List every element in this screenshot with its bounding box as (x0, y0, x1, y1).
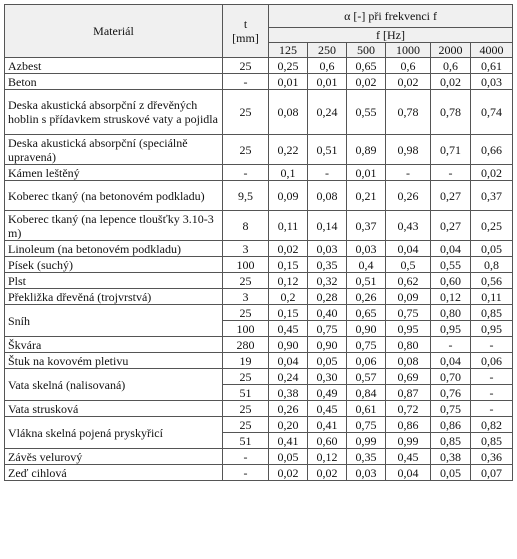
header-freq-unit: f [Hz] (269, 28, 513, 43)
alpha-cell: 0,76 (431, 385, 471, 401)
alpha-cell: 0,99 (386, 433, 431, 449)
table-row (5, 165, 513, 181)
alpha-cell: 0,75 (386, 305, 431, 321)
alpha-cell: 0,35 (308, 257, 347, 273)
alpha-cell: - (431, 165, 471, 181)
thickness-cell: 25 (223, 305, 269, 321)
alpha-cell: 0,6 (386, 58, 431, 74)
material-name: Vlákna skelná pojená pryskyřicí (5, 417, 223, 449)
alpha-cell: 0,05 (471, 241, 513, 257)
table-container (4, 4, 512, 481)
alpha-cell: 0,05 (431, 465, 471, 481)
alpha-cell: 0,40 (308, 305, 347, 321)
header-thickness-unit: [mm] (232, 31, 259, 45)
alpha-cell: 0,38 (269, 385, 308, 401)
alpha-cell: 0,04 (386, 465, 431, 481)
alpha-cell: 0,37 (471, 181, 513, 211)
thickness-cell: 9,5 (223, 181, 269, 211)
alpha-cell: 0,20 (269, 417, 308, 433)
thickness-cell: 3 (223, 289, 269, 305)
table-row (5, 449, 513, 465)
material-name: Deska akustická absorpční (speciálně upravená) (5, 135, 223, 165)
material-name: Beton (5, 74, 223, 90)
alpha-cell: 0,08 (386, 353, 431, 369)
table-row (5, 353, 513, 369)
alpha-cell: 0,57 (347, 369, 386, 385)
alpha-cell: 0,84 (347, 385, 386, 401)
alpha-cell: 0,5 (386, 257, 431, 273)
alpha-cell: 0,12 (269, 273, 308, 289)
alpha-cell: 0,11 (269, 211, 308, 241)
alpha-cell: 0,1 (269, 165, 308, 181)
alpha-cell: 0,03 (347, 241, 386, 257)
table-row (5, 401, 513, 417)
alpha-cell: 0,98 (386, 135, 431, 165)
alpha-cell: 0,08 (308, 181, 347, 211)
alpha-cell: 0,51 (308, 135, 347, 165)
alpha-cell: 0,86 (431, 417, 471, 433)
alpha-cell: 0,32 (308, 273, 347, 289)
material-name: Štuk na kovovém pletivu (5, 353, 223, 369)
table-row (5, 241, 513, 257)
alpha-cell: 0,87 (386, 385, 431, 401)
alpha-cell: 0,02 (269, 465, 308, 481)
alpha-cell: 0,01 (347, 165, 386, 181)
alpha-cell: 0,75 (431, 401, 471, 417)
alpha-cell: 0,85 (471, 433, 513, 449)
table-row (5, 305, 513, 321)
thickness-cell: 51 (223, 433, 269, 449)
material-name: Překližka dřevěná (trojvrstvá) (5, 289, 223, 305)
alpha-cell: 0,24 (308, 90, 347, 135)
alpha-cell: 0,02 (269, 241, 308, 257)
material-name: Sníh (5, 305, 223, 337)
table-row (5, 417, 513, 433)
alpha-cell: 0,09 (269, 181, 308, 211)
thickness-cell: 25 (223, 273, 269, 289)
thickness-cell: 25 (223, 417, 269, 433)
thickness-cell: 3 (223, 241, 269, 257)
alpha-cell: - (471, 385, 513, 401)
alpha-cell: 0,95 (431, 321, 471, 337)
alpha-cell: 0,80 (386, 337, 431, 353)
alpha-cell: 0,26 (386, 181, 431, 211)
alpha-cell: 0,27 (431, 181, 471, 211)
alpha-cell: 0,86 (386, 417, 431, 433)
alpha-cell: 0,15 (269, 257, 308, 273)
header-freq: 2000 (431, 43, 471, 58)
table-row (5, 74, 513, 90)
thickness-cell: 100 (223, 257, 269, 273)
alpha-cell: 0,65 (347, 305, 386, 321)
alpha-cell: 0,82 (471, 417, 513, 433)
alpha-cell: 0,45 (308, 401, 347, 417)
alpha-cell: 0,90 (269, 337, 308, 353)
material-name: Vata strusková (5, 401, 223, 417)
alpha-cell: 0,75 (308, 321, 347, 337)
alpha-cell: 0,75 (347, 417, 386, 433)
alpha-cell: 0,70 (431, 369, 471, 385)
alpha-cell: 0,03 (471, 74, 513, 90)
alpha-cell: 0,45 (386, 449, 431, 465)
alpha-cell: 0,01 (308, 74, 347, 90)
table-row (5, 289, 513, 305)
alpha-cell: 0,05 (269, 449, 308, 465)
alpha-cell: 0,07 (471, 465, 513, 481)
material-name: Zeď cihlová (5, 465, 223, 481)
alpha-cell: 0,04 (269, 353, 308, 369)
material-name: Azbest (5, 58, 223, 74)
alpha-cell: 0,22 (269, 135, 308, 165)
alpha-cell: 0,30 (308, 369, 347, 385)
alpha-cell: 0,04 (386, 241, 431, 257)
material-name: Koberec tkaný (na lepence tloušťky 3.10-3 m) (5, 211, 223, 241)
alpha-cell: 0,90 (347, 321, 386, 337)
alpha-cell: 0,26 (269, 401, 308, 417)
table-row (5, 369, 513, 385)
thickness-cell: 25 (223, 369, 269, 385)
table-row (5, 58, 513, 74)
alpha-cell: 0,65 (347, 58, 386, 74)
material-name: Koberec tkaný (na betonovém podkladu) (5, 181, 223, 211)
table-row (5, 181, 513, 211)
alpha-cell: 0,06 (471, 353, 513, 369)
table-row (5, 273, 513, 289)
alpha-cell: 0,41 (269, 433, 308, 449)
alpha-cell: 0,90 (308, 337, 347, 353)
header-freq: 500 (347, 43, 386, 58)
alpha-cell: 0,02 (386, 74, 431, 90)
alpha-cell: 0,71 (431, 135, 471, 165)
alpha-cell: 0,49 (308, 385, 347, 401)
material-name: Plst (5, 273, 223, 289)
alpha-cell: 0,61 (471, 58, 513, 74)
alpha-cell: - (471, 337, 513, 353)
alpha-cell: 0,75 (347, 337, 386, 353)
thickness-cell: 280 (223, 337, 269, 353)
alpha-cell: 0,05 (308, 353, 347, 369)
alpha-cell: 0,72 (386, 401, 431, 417)
alpha-cell: 0,99 (347, 433, 386, 449)
thickness-cell: 51 (223, 385, 269, 401)
alpha-cell: 0,45 (269, 321, 308, 337)
alpha-cell: 0,01 (269, 74, 308, 90)
alpha-cell: 0,04 (431, 353, 471, 369)
alpha-cell: 0,36 (471, 449, 513, 465)
material-name: Škvára (5, 337, 223, 353)
alpha-cell: 0,78 (431, 90, 471, 135)
alpha-cell: 0,95 (386, 321, 431, 337)
alpha-cell: 0,55 (347, 90, 386, 135)
alpha-cell: 0,08 (269, 90, 308, 135)
thickness-cell: 25 (223, 58, 269, 74)
alpha-cell: - (471, 369, 513, 385)
thickness-cell: 25 (223, 90, 269, 135)
alpha-cell: 0,80 (431, 305, 471, 321)
alpha-cell: 0,41 (308, 417, 347, 433)
header-freq: 1000 (386, 43, 431, 58)
alpha-cell: 0,09 (386, 289, 431, 305)
alpha-cell: 0,62 (386, 273, 431, 289)
thickness-cell: 8 (223, 211, 269, 241)
material-name: Vata skelná (nalisovaná) (5, 369, 223, 401)
thickness-cell: 25 (223, 401, 269, 417)
material-name: Deska akustická absorpční z dřevěných hoblin s přídavkem struskové vaty a pojidla (5, 90, 223, 135)
alpha-cell: 0,78 (386, 90, 431, 135)
thickness-cell: 25 (223, 135, 269, 165)
alpha-cell: 0,25 (471, 211, 513, 241)
alpha-cell: 0,35 (347, 449, 386, 465)
alpha-cell: 0,6 (308, 58, 347, 74)
thickness-cell: - (223, 74, 269, 90)
alpha-cell: 0,89 (347, 135, 386, 165)
alpha-cell: 0,28 (308, 289, 347, 305)
alpha-cell: - (386, 165, 431, 181)
alpha-cell: 0,2 (269, 289, 308, 305)
alpha-cell: 0,03 (308, 241, 347, 257)
alpha-cell: 0,60 (308, 433, 347, 449)
header-alpha: α [-] při frekvenci f (269, 5, 513, 28)
alpha-cell: 0,24 (269, 369, 308, 385)
alpha-cell: 0,38 (431, 449, 471, 465)
alpha-cell: 0,85 (431, 433, 471, 449)
alpha-cell: 0,43 (386, 211, 431, 241)
alpha-cell: 0,12 (431, 289, 471, 305)
header-freq: 250 (308, 43, 347, 58)
material-name: Linoleum (na betonovém podkladu) (5, 241, 223, 257)
alpha-cell: 0,56 (471, 273, 513, 289)
table-body (5, 58, 513, 481)
thickness-cell: - (223, 449, 269, 465)
alpha-cell: 0,55 (431, 257, 471, 273)
alpha-cell: 0,12 (308, 449, 347, 465)
alpha-cell: 0,60 (431, 273, 471, 289)
header-thickness (223, 5, 269, 58)
alpha-cell: 0,11 (471, 289, 513, 305)
header-material: Materiál (5, 5, 223, 58)
alpha-cell: 0,02 (471, 165, 513, 181)
alpha-cell: 0,14 (308, 211, 347, 241)
alpha-cell: 0,95 (471, 321, 513, 337)
alpha-cell: 0,21 (347, 181, 386, 211)
alpha-cell: 0,51 (347, 273, 386, 289)
material-name: Kámen leštěný (5, 165, 223, 181)
alpha-cell: 0,15 (269, 305, 308, 321)
alpha-cell: - (308, 165, 347, 181)
table-header (5, 5, 513, 58)
thickness-cell: - (223, 465, 269, 481)
thickness-cell: 100 (223, 321, 269, 337)
alpha-cell: 0,69 (386, 369, 431, 385)
alpha-cell: 0,04 (431, 241, 471, 257)
alpha-cell: 0,8 (471, 257, 513, 273)
alpha-cell: 0,02 (347, 74, 386, 90)
table-row (5, 135, 513, 165)
header-freq: 125 (269, 43, 308, 58)
alpha-cell: 0,03 (347, 465, 386, 481)
alpha-cell: 0,25 (269, 58, 308, 74)
alpha-cell: 0,27 (431, 211, 471, 241)
alpha-cell: 0,85 (471, 305, 513, 321)
table-row (5, 337, 513, 353)
absorption-table (4, 4, 513, 481)
header-thickness-symbol: t (243, 17, 248, 31)
material-name: Závěs velurový (5, 449, 223, 465)
alpha-cell: 0,02 (431, 74, 471, 90)
alpha-cell: 0,37 (347, 211, 386, 241)
alpha-cell: 0,66 (471, 135, 513, 165)
thickness-cell: - (223, 165, 269, 181)
alpha-cell: 0,06 (347, 353, 386, 369)
alpha-cell: 0,26 (347, 289, 386, 305)
alpha-cell: - (431, 337, 471, 353)
alpha-cell: 0,6 (431, 58, 471, 74)
table-row (5, 211, 513, 241)
alpha-cell: 0,74 (471, 90, 513, 135)
material-name: Písek (suchý) (5, 257, 223, 273)
header-freq: 4000 (471, 43, 513, 58)
table-row (5, 257, 513, 273)
alpha-cell: 0,02 (308, 465, 347, 481)
alpha-cell: 0,61 (347, 401, 386, 417)
table-row (5, 90, 513, 135)
table-row (5, 465, 513, 481)
thickness-cell: 19 (223, 353, 269, 369)
alpha-cell: 0,4 (347, 257, 386, 273)
alpha-cell: - (471, 401, 513, 417)
